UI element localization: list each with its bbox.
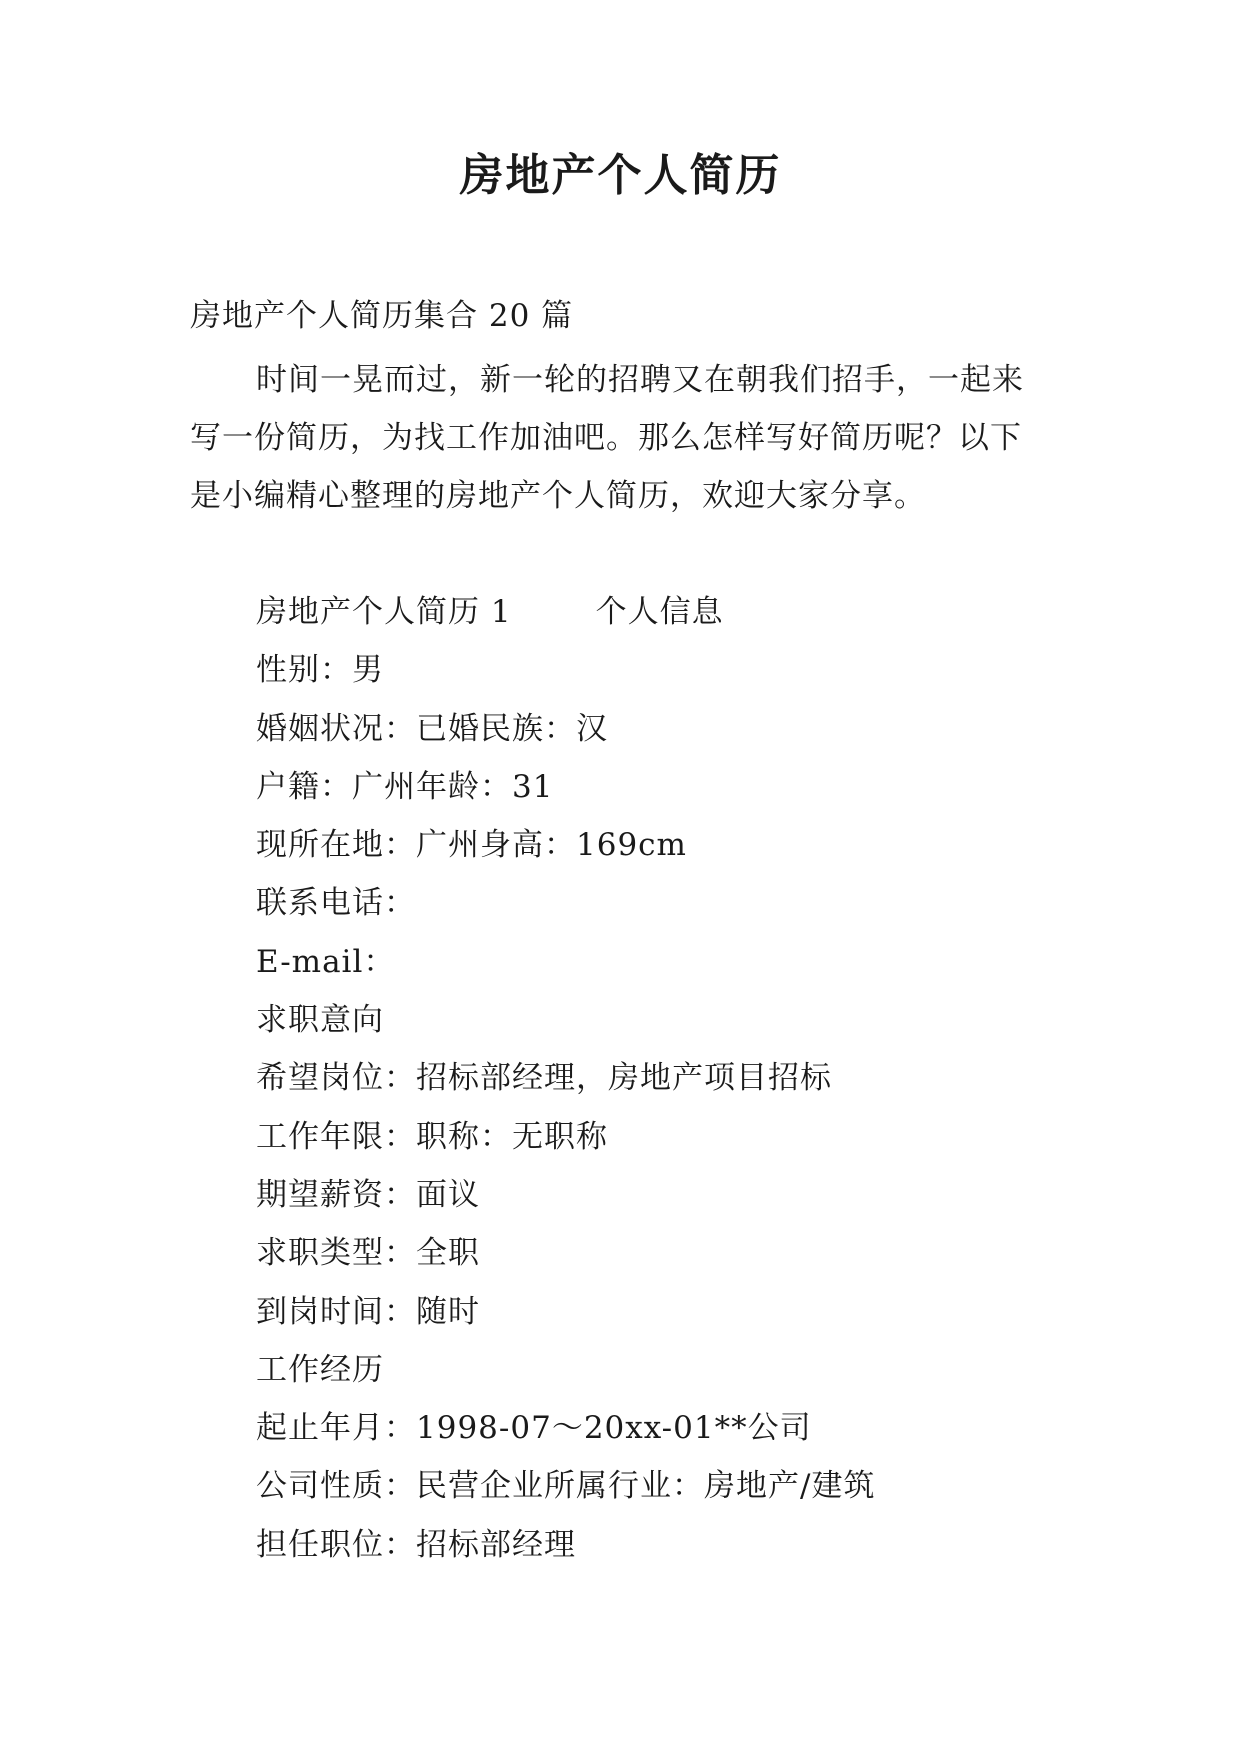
job-type-line: 求职类型：全职 (256, 1235, 480, 1272)
position-held-line: 担任职位：招标部经理 (256, 1526, 576, 1563)
intro-line: 是小编精心整理的房地产个人简历，欢迎大家分享。 (190, 478, 926, 514)
work-experience-heading: 工作经历 (256, 1351, 384, 1388)
gender-line: 性别：男 (256, 652, 384, 689)
expected-salary-line: 期望薪资：面议 (256, 1176, 480, 1213)
job-intention-heading: 求职意向 (256, 1002, 384, 1039)
email-line: E-mail： (256, 943, 396, 980)
document-subtitle: 房地产个人简历集合 20 篇 (190, 298, 574, 334)
phone-line: 联系电话： (256, 885, 416, 922)
availability-line: 到岗时间：随时 (256, 1293, 480, 1330)
resume-heading: 房地产个人简历 1 (256, 594, 512, 630)
intro-line: 写一份简历，为找工作加油吧。那么怎样写好简历呢？以下 (190, 420, 1022, 456)
intro-line: 时间一晃而过，新一轮的招聘又在朝我们招手，一起来 (256, 362, 1024, 398)
work-years-title-line: 工作年限：职称：无职称 (256, 1118, 608, 1155)
hukou-age-line: 户籍：广州年龄：31 (256, 768, 554, 805)
desired-position-line: 希望岗位：招标部经理，房地产项目招标 (256, 1060, 832, 1097)
location-height-line: 现所在地：广州身高：169cm (256, 827, 687, 864)
intro-paragraph (190, 351, 1062, 525)
resume-section (256, 583, 1106, 1574)
personal-info-heading: 个人信息 (595, 594, 724, 630)
marital-ethnicity-line: 婚姻状况：已婚民族：汉 (256, 710, 608, 747)
company-nature-line: 公司性质：民营企业所属行业：房地产/建筑 (256, 1468, 876, 1505)
page-title: 房地产个人简历 (459, 150, 782, 201)
employment-period-line: 起止年月：1998-07～20xx-01**公司 (256, 1410, 812, 1447)
resume-heading-line (256, 583, 1106, 641)
